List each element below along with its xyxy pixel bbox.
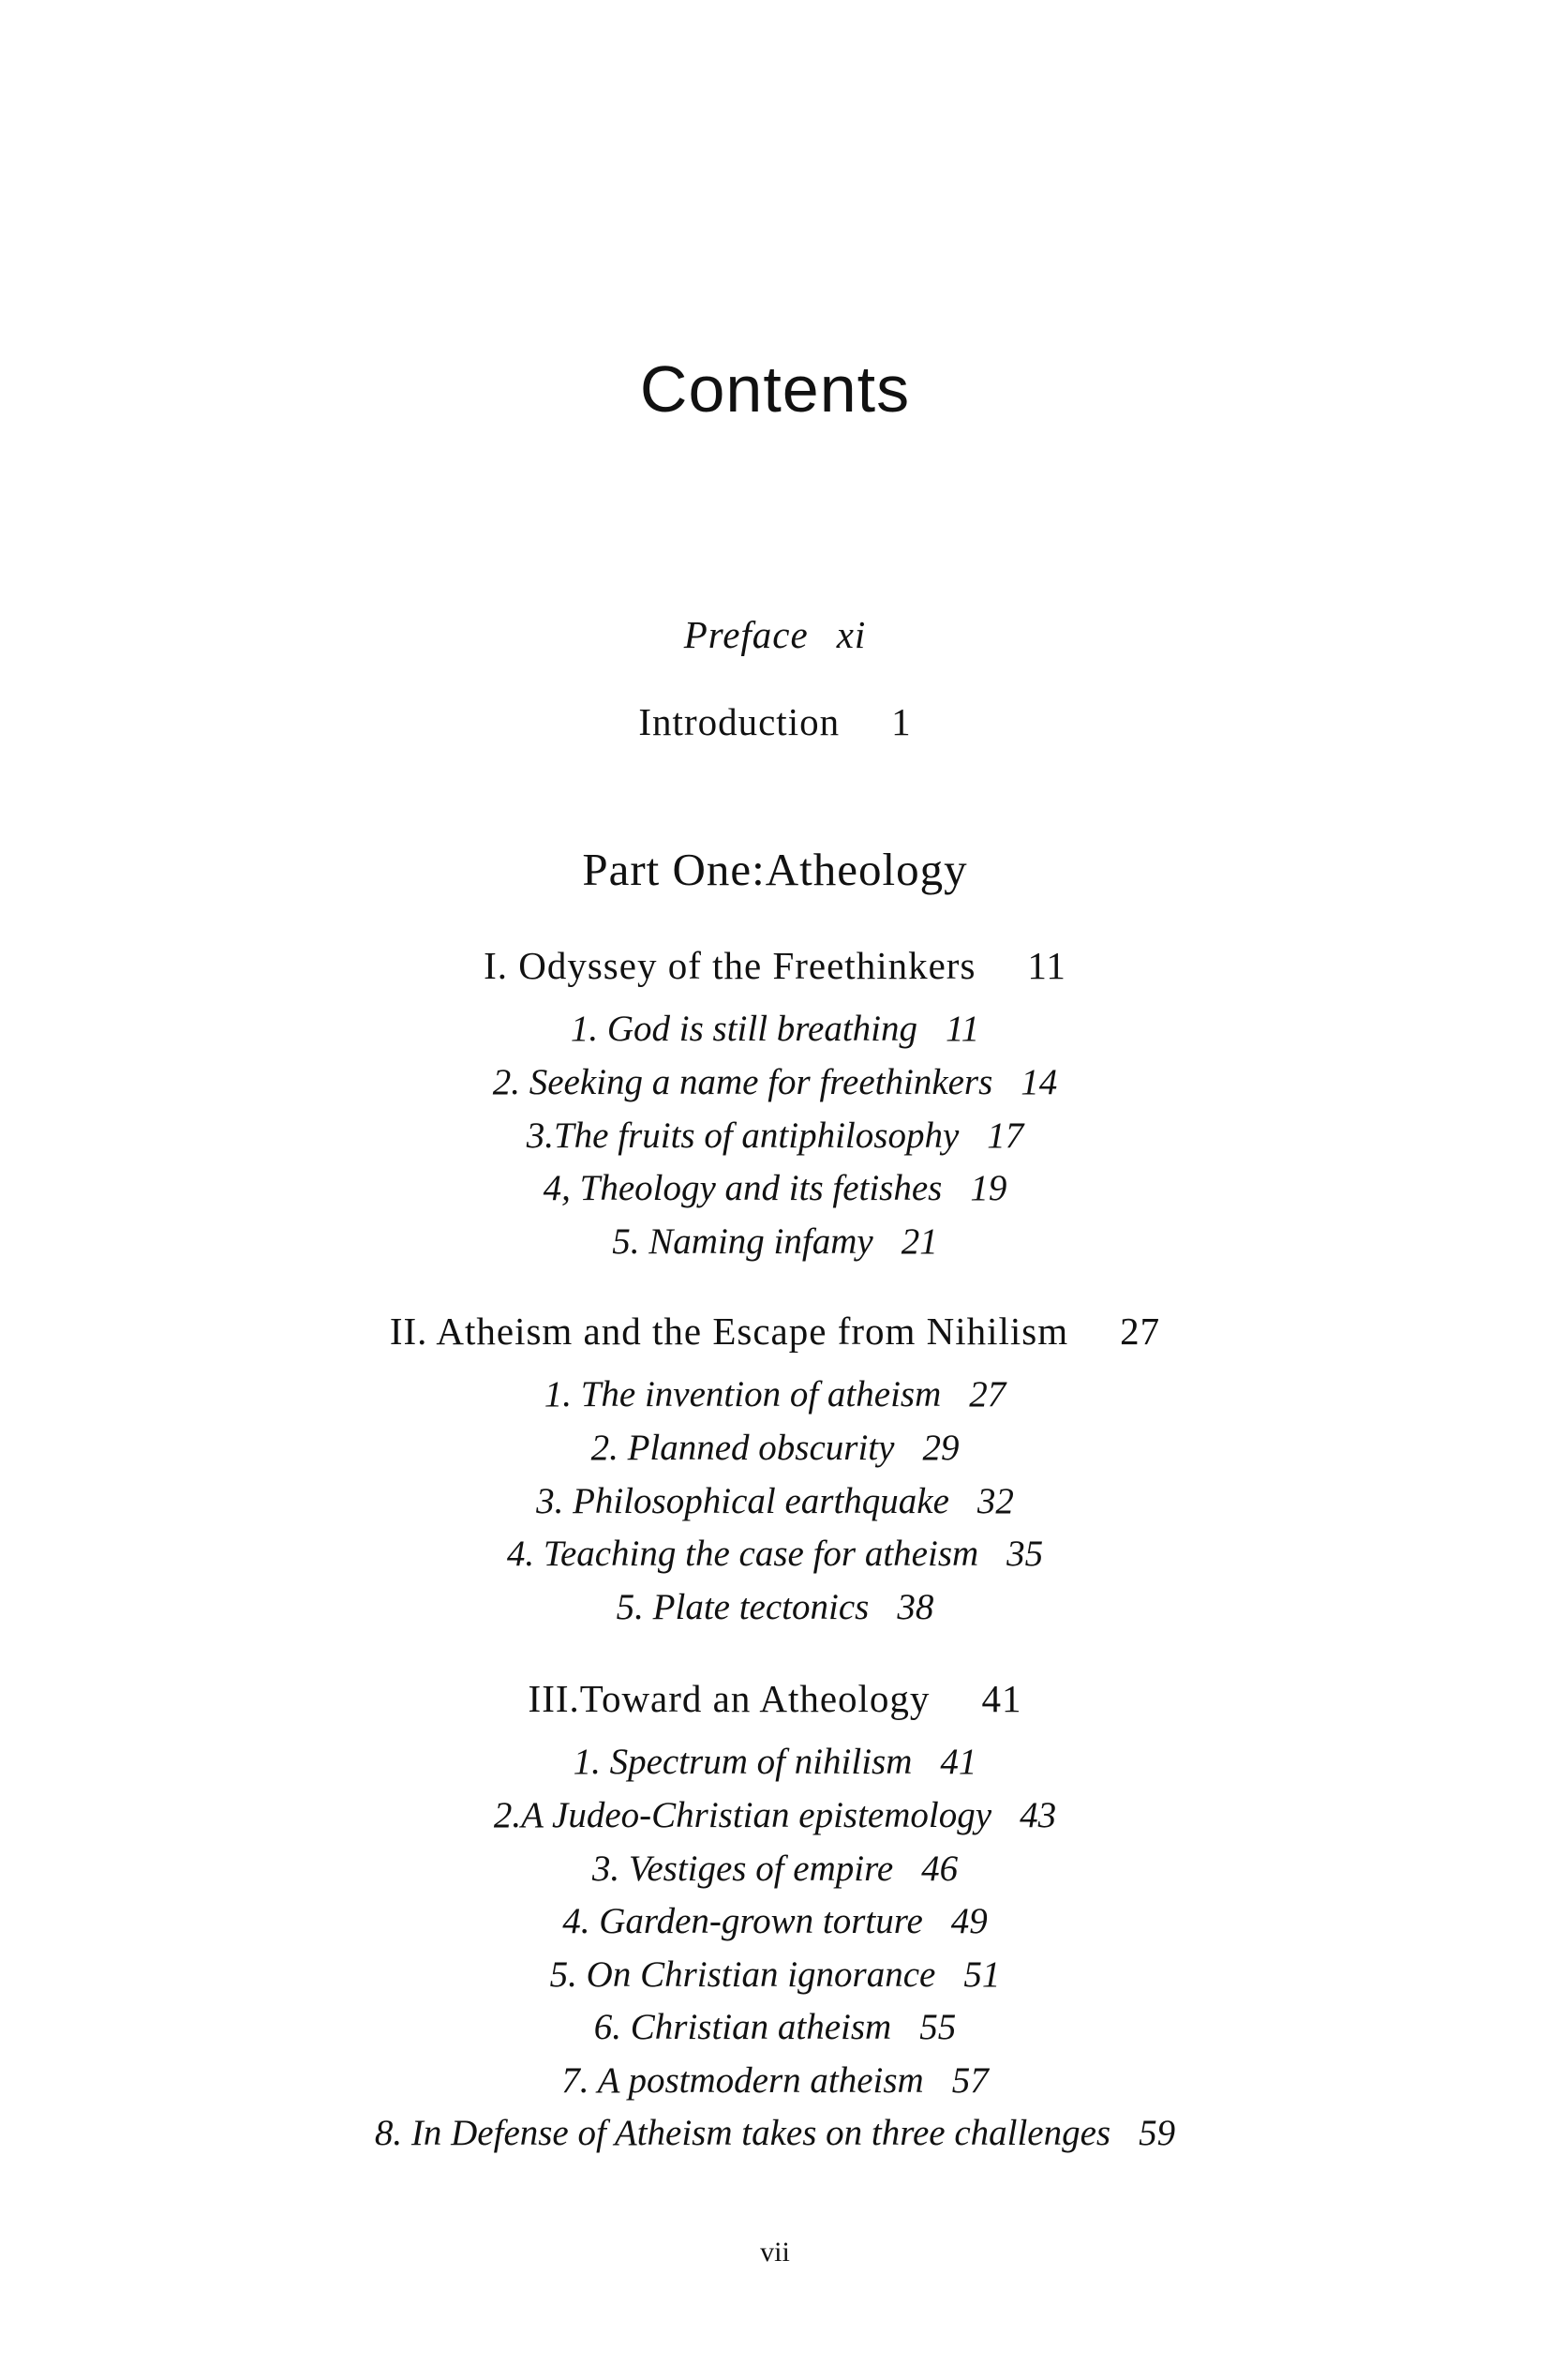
toc-chapter-label: I. Odyssey of the Freethinkers	[484, 944, 976, 987]
toc-section-page: 51	[963, 1954, 1001, 1995]
toc-section-page: 38	[897, 1587, 934, 1627]
toc-section[interactable]	[0, 1429, 1550, 1466]
toc-section[interactable]	[0, 1589, 1550, 1625]
toc-section-page: 43	[1020, 1795, 1057, 1835]
toc-section[interactable]	[0, 1903, 1550, 1939]
toc-section-label: 4. Teaching the case for atheism	[506, 1534, 979, 1574]
toc-section[interactable]	[0, 2115, 1550, 2151]
toc-section[interactable]	[0, 2062, 1550, 2099]
toc-entry-label: Preface	[683, 613, 809, 656]
toc-section[interactable]	[0, 1744, 1550, 1780]
toc-section-page: 29	[922, 1428, 960, 1468]
toc-section-page: 11	[946, 1009, 980, 1049]
toc-section-label: 6. Christian atheism	[593, 2007, 892, 2047]
toc-section[interactable]	[0, 1223, 1550, 1260]
toc-section-page: 46	[921, 1849, 959, 1889]
toc-chapter-page: 41	[981, 1677, 1022, 1720]
toc-section-page: 55	[919, 2007, 957, 2047]
toc-section-page: 59	[1139, 2113, 1176, 2153]
toc-section-page: 32	[976, 1481, 1014, 1521]
toc-entry-label: Introduction	[638, 700, 841, 743]
toc-section[interactable]	[0, 1376, 1550, 1413]
toc-section-label: 2.A Judeo-Christian epistemology	[493, 1795, 992, 1835]
toc-chapter-1[interactable]	[0, 944, 1550, 987]
toc-section-page: 27	[969, 1374, 1006, 1415]
toc-chapter-page: 11	[1027, 944, 1066, 987]
toc-chapter-label: III.Toward an Atheology	[528, 1677, 931, 1720]
toc-section-label: 7. A postmodern atheism	[561, 2060, 924, 2101]
toc-section[interactable]	[0, 1064, 1550, 1100]
toc-section-label: 2. Planned obscurity	[590, 1428, 895, 1468]
toc-chapter-2[interactable]	[0, 1312, 1550, 1351]
toc-chapter-3[interactable]	[0, 1677, 1550, 1720]
toc-section-label: 8. In Defense of Atheism takes on three challenges	[374, 2113, 1111, 2153]
toc-section-page: 14	[1021, 1062, 1058, 1102]
toc-entry-introduction[interactable]	[0, 700, 1550, 743]
toc-section[interactable]	[0, 2009, 1550, 2045]
toc-entry-page: xi	[836, 613, 867, 656]
page-number: vii	[760, 2237, 790, 2268]
toc-section-label: 4. Garden-grown torture	[562, 1901, 923, 1941]
toc-section-page: 41	[940, 1742, 977, 1782]
toc-section-label: 1. The invention of atheism	[544, 1374, 942, 1415]
toc-section-page: 57	[951, 2060, 989, 2101]
toc-section[interactable]	[0, 1850, 1550, 1887]
toc-section[interactable]	[0, 1483, 1550, 1519]
toc-section[interactable]	[0, 1535, 1550, 1572]
toc-section-label: 3. Philosophical earthquake	[536, 1481, 949, 1521]
toc-chapter-page: 27	[1120, 1310, 1161, 1353]
toc-section-page: 35	[1006, 1534, 1044, 1574]
toc-section[interactable]	[0, 1797, 1550, 1834]
toc-section[interactable]	[0, 1170, 1550, 1206]
toc-section-page: 21	[901, 1221, 938, 1262]
toc-section[interactable]	[0, 1117, 1550, 1154]
toc-section-page: 19	[970, 1168, 1007, 1208]
part-heading: Part One:Atheology	[582, 844, 968, 895]
toc-section-label: 5. Naming infamy	[612, 1221, 873, 1262]
toc-section[interactable]	[0, 1956, 1550, 1993]
toc-section-page: 49	[950, 1901, 988, 1941]
toc-section-label: 1. God is still breathing	[570, 1009, 918, 1049]
toc-section-page: 17	[987, 1115, 1024, 1156]
toc-section-label: 3. Vestiges of empire	[591, 1849, 894, 1889]
toc-section-label: 5. Plate tectonics	[616, 1587, 870, 1627]
toc-section[interactable]	[0, 1010, 1550, 1047]
page-title: Contents	[639, 352, 911, 426]
toc-section-label: 2. Seeking a name for freethinkers	[492, 1062, 993, 1102]
toc-section-label: 4, Theology and its fetishes	[543, 1168, 943, 1208]
toc-section-label: 3.The fruits of antiphilosophy	[526, 1115, 960, 1156]
toc-entry-page: 1	[891, 700, 912, 743]
toc-section-label: 1. Spectrum of nihilism	[573, 1742, 913, 1782]
toc-entry-preface[interactable]	[0, 613, 1550, 656]
toc-section-label: 5. On Christian ignorance	[549, 1954, 936, 1995]
toc-chapter-label: II. Atheism and the Escape from Nihilism	[389, 1310, 1069, 1353]
